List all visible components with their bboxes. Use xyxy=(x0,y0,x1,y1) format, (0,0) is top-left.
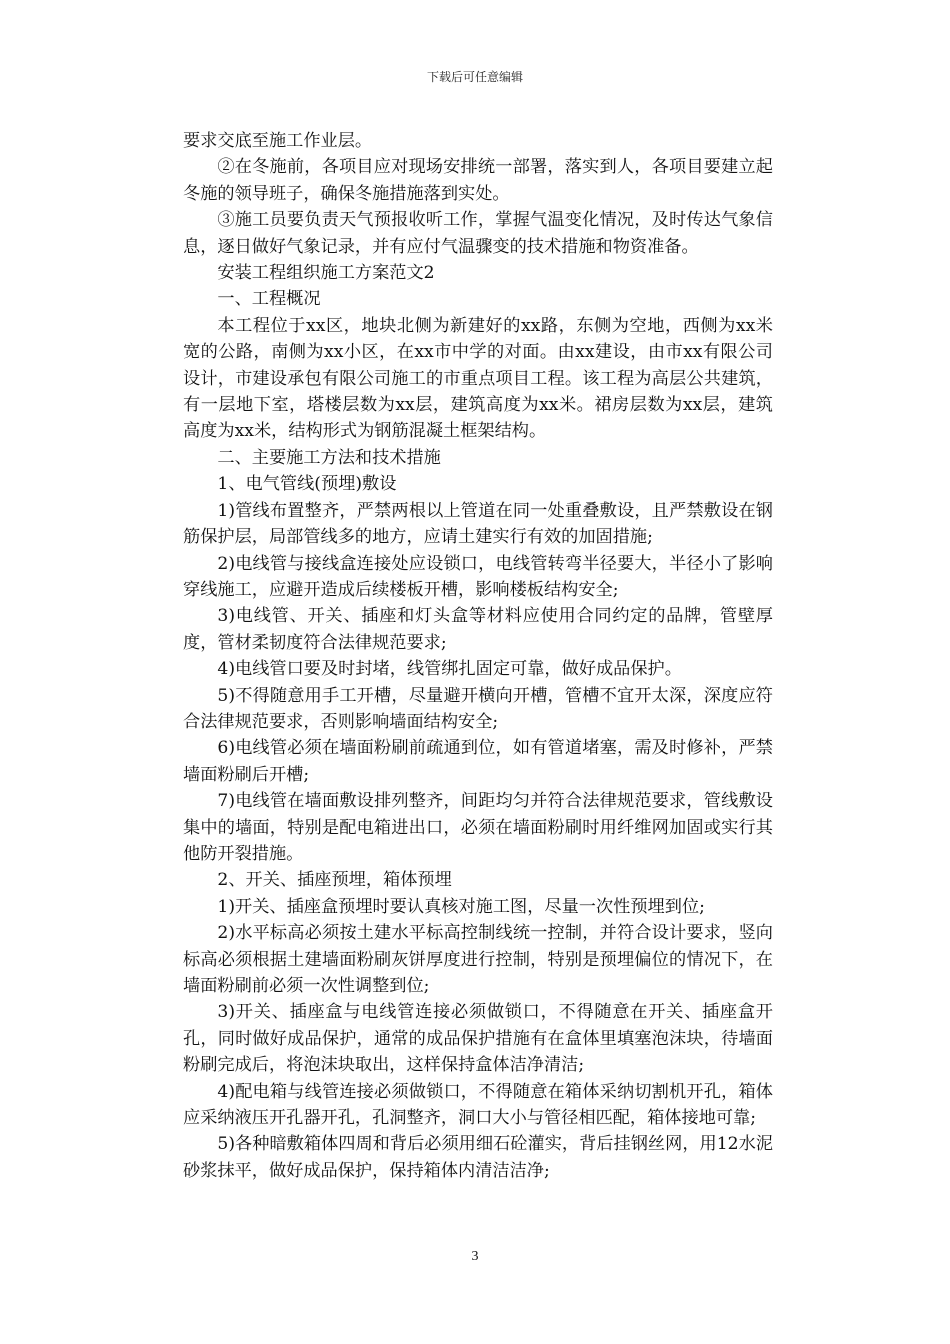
list-item: 1)管线布置整齐，严禁两根以上管道在同一处重叠敷设，且严禁敷设在钢筋保护层，局部管线多的地方，应请土建实行有效的加固措施; xyxy=(183,500,773,548)
list-item: 2)电线管与接线盒连接处应设锁口，电线管转弯半径要大，半径小了影响穿线施工，应避开造成后续楼板开槽，影响楼板结构安全; xyxy=(183,553,773,600)
heading: 二、主要施工方法和技术措施 xyxy=(217,447,441,468)
list-item: 4)电线管口要及时封堵，线管绑扎固定可靠，做好成品保护。 xyxy=(217,659,682,680)
subheading: 2、开关、插座预埋，箱体预埋 xyxy=(217,870,452,891)
list-item: 3)电线管、开关、插座和灯头盒等材料应使用合同约定的品牌，管壁厚度，管材柔韧度符合法律规范要求; xyxy=(183,606,773,653)
paragraph: ②在冬施前，各项目应对现场安排统一部署，落实到人，各项目要建立起冬施的领导班子，确保冬施措施落到实处。 xyxy=(183,157,773,204)
heading: 一、工程概况 xyxy=(217,289,321,310)
section-title: 安装工程组织施工方案范文2 xyxy=(217,263,435,284)
list-item: 3)开关、插座盒与电线管连接必须做锁口，不得随意在开关、插座盒开孔，同时做好成品保护，通常的成品保护措施有在盒体里填塞泡沫块，待墙面粉刷完成后，将泡沫块取出，这样保持盒体洁净清洁; xyxy=(183,1002,773,1076)
list-item: 5)各种暗敷箱体四周和背后必须用细石砼灌实，背后挂钢丝网，用12水泥砂浆抹平，做好成品保护，保持箱体内清洁洁净; xyxy=(183,1134,773,1181)
paragraph: 要求交底至施工作业层。 xyxy=(183,131,373,151)
list-item: 7)电线管在墙面敷设排列整齐，间距均匀并符合法律规范要求，管线敷设集中的墙面，特别是配电箱进出口，必须在墙面粉刷时用纤维网加固或实行其他防开裂措施。 xyxy=(183,791,773,864)
list-item: 1)开关、插座盒预埋时要认真核对施工图，尽量一次性预埋到位; xyxy=(217,896,705,917)
list-item: 5)不得随意用手工开槽，尽量避开横向开槽，管槽不宜开太深，深度应符合法律规范要求，否则影响墙面结构安全; xyxy=(183,685,773,732)
subheading: 1、电气管线(预埋)敷设 xyxy=(217,474,397,495)
paragraph: 本工程位于xx区，地块北侧为新建好的xx路，东侧为空地，西侧为xx米宽的公路，南侧为xx小区，在xx市中学的对面。由xx建设，由市xx有限公司设计，市建设承包有限公司施工的市重点项目工程。该工程为高层公共建筑，有一层地下室，塔楼层数为xx层，建筑高度为xx米。裙房层数为xx层，建筑高度为xx米，结构形式为钢筋混凝土框架结构。 xyxy=(183,315,773,442)
paragraph: ③施工员要负责天气预报收听工作，掌握气温变化情况，及时传达气象信息，逐日做好气象记录，并有应付气温骤变的技术措施和物资准备。 xyxy=(183,210,773,257)
document-body xyxy=(183,128,773,1184)
list-item: 2)水平标高必须按土建水平标高控制线统一控制，并符合设计要求，竖向标高必须根据土建墙面粉刷灰饼厚度进行控制，特别是预埋偏位的情况下，在墙面粉刷前必须一次性调整到位; xyxy=(183,923,773,996)
page-number: 3 xyxy=(471,1249,479,1264)
list-item: 6)电线管必须在墙面粉刷前疏通到位，如有管道堵塞，需及时修补，严禁墙面粉刷后开槽; xyxy=(183,738,773,785)
header-note: 下载后可任意编辑 xyxy=(426,70,523,84)
list-item: 4)配电箱与线管连接必须做锁口，不得随意在箱体采纳切割机开孔，箱体应采纳液压开孔器开孔，孔洞整齐，洞口大小与管径相匹配，箱体接地可靠; xyxy=(183,1081,773,1129)
